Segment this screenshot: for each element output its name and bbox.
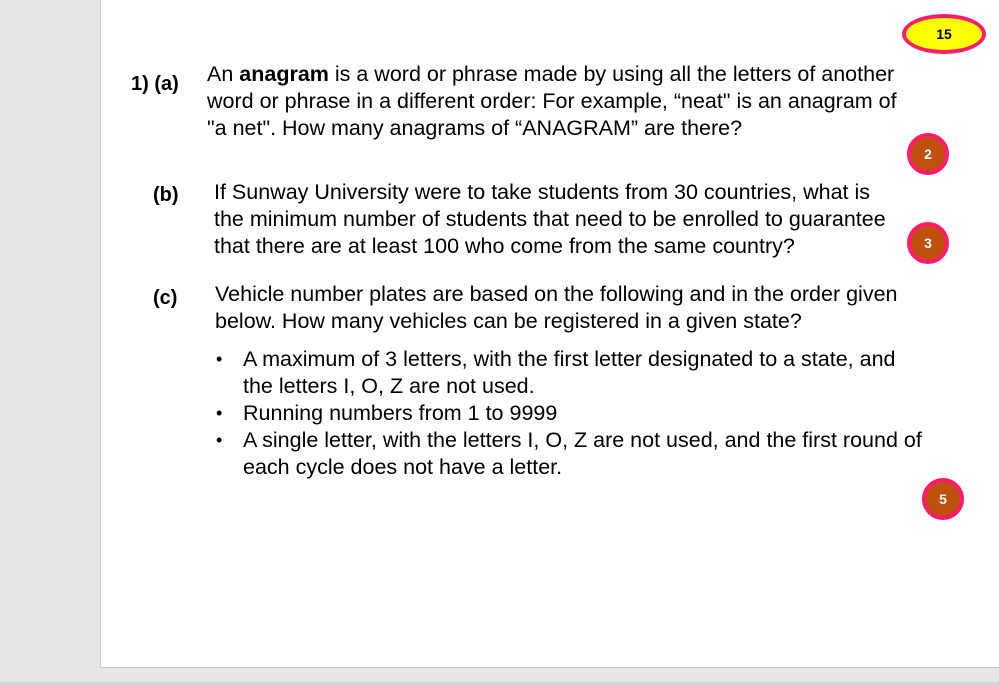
- part-c-marks-badge: [922, 478, 964, 520]
- bullet-2-text: [243, 400, 963, 427]
- bullet-3-line-2: each cycle does not have a letter.: [243, 455, 563, 479]
- part-c-line-1: Vehicle number plates are based on the following and in the order given: [215, 282, 898, 306]
- part-b-label: (b): [153, 184, 179, 206]
- part-b-marks-badge: [907, 222, 949, 264]
- part-a-text: [207, 61, 947, 142]
- total-marks-badge: [902, 14, 986, 54]
- part-a-line-1-rest: is a word or phrase made by using all the letters of another: [328, 62, 895, 86]
- part-c-label: (c): [153, 287, 178, 309]
- bullet-3-line-1: A single letter, with the letters I, O, Z are not used, and the first round of: [243, 428, 922, 452]
- question-number: [131, 73, 179, 96]
- part-a-line-3: "a net". How many anagrams of “ANAGRAM” are there?: [207, 116, 743, 140]
- part-a-marks-badge: [907, 133, 949, 175]
- bullet-2-dot: •: [216, 403, 223, 423]
- part-a-label: (a): [154, 73, 179, 95]
- bullet-1-dot: •: [216, 349, 223, 369]
- part-c-marks: 5: [939, 491, 947, 507]
- bullet-1-line-2: the letters I, O, Z are not used.: [243, 374, 535, 398]
- part-b-text: [214, 179, 934, 260]
- total-marks-value: 15: [936, 26, 952, 42]
- part-b-line-3: that there are at least 100 who come from the same country?: [214, 234, 795, 258]
- part-a-bold-term: anagram: [239, 62, 329, 86]
- part-a-text-before: An: [207, 62, 240, 86]
- part-b-marks: 3: [924, 235, 932, 251]
- bullet-1-text: [243, 346, 963, 400]
- bullet-3-dot: •: [216, 430, 223, 450]
- part-a-marks: 2: [924, 146, 932, 162]
- part-c-text: [215, 281, 955, 335]
- question-number-label: 1): [131, 73, 149, 95]
- part-a-line-2: word or phrase in a different order: For example, “neat" is an anagram of: [207, 89, 897, 113]
- bullet-3-text: [243, 427, 983, 481]
- part-a-line-1: [207, 61, 947, 88]
- part-c-line-2: below. How many vehicles can be registered in a given state?: [215, 309, 802, 333]
- bullet-1-line-1: A maximum of 3 letters, with the first letter designated to a state, and: [243, 347, 896, 371]
- bullet-2-line-1: Running numbers from 1 to 9999: [243, 401, 558, 425]
- part-b-line-1: If Sunway University were to take students from 30 countries, what is: [214, 180, 871, 204]
- part-b-line-2: the minimum number of students that need to be enrolled to guarantee: [214, 207, 886, 231]
